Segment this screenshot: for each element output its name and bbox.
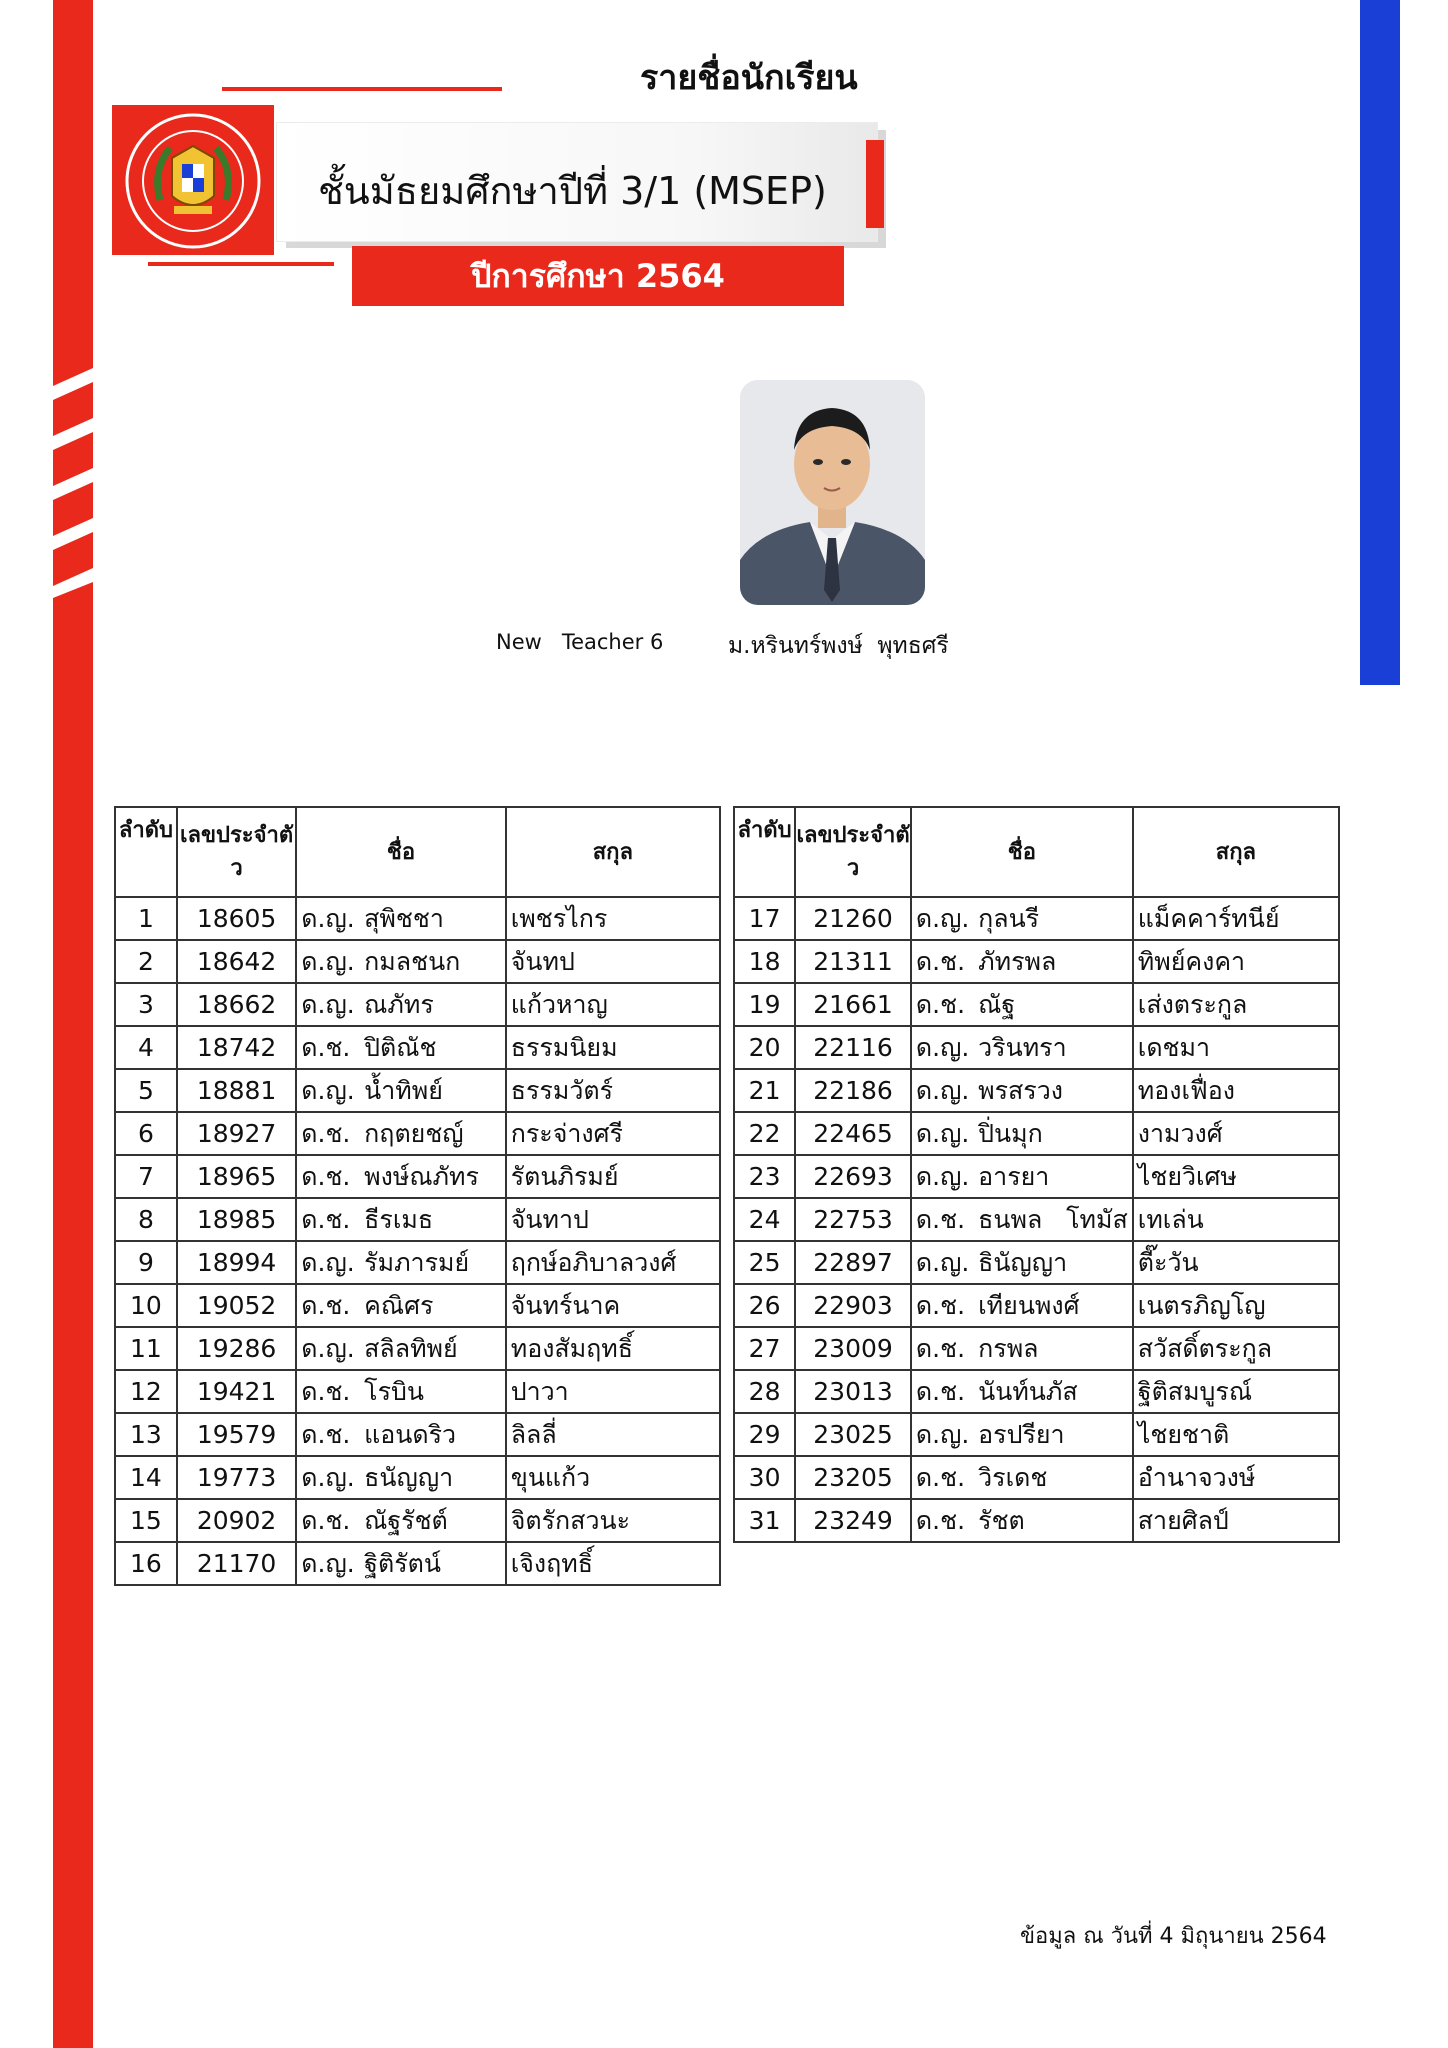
table-row — [734, 1198, 1339, 1241]
student-no: 25 — [734, 1241, 795, 1284]
student-id: 23025 — [795, 1413, 911, 1456]
student-id: 22116 — [795, 1026, 911, 1069]
student-prefix: ด.ญ. — [296, 1327, 360, 1370]
student-prefix: ด.ญ. — [911, 1413, 974, 1456]
student-last-name: เดชมา — [1133, 1026, 1339, 1069]
student-last-name: จันทาป — [506, 1198, 720, 1241]
student-last-name: สายศิลป์ — [1133, 1499, 1339, 1542]
student-prefix: ด.ช. — [911, 1499, 974, 1542]
student-prefix: ด.ญ. — [911, 1069, 974, 1112]
table-row — [115, 1026, 720, 1069]
student-last-name: แก้วหาญ — [506, 983, 720, 1026]
student-first-name: กรพล — [974, 1327, 1133, 1370]
year-overline-decoration — [148, 262, 334, 266]
student-prefix: ด.ช. — [296, 1026, 360, 1069]
student-no: 30 — [734, 1456, 795, 1499]
table-row — [734, 983, 1339, 1026]
student-last-name: ขุนแก้ว — [506, 1456, 720, 1499]
student-last-name: เนตรภิญโญ — [1133, 1284, 1339, 1327]
student-id: 23205 — [795, 1456, 911, 1499]
page-title: รายชื่อนักเรียน — [640, 58, 858, 98]
student-prefix: ด.ญ. — [911, 1241, 974, 1284]
student-id: 22753 — [795, 1198, 911, 1241]
table-row — [115, 1241, 720, 1284]
teacher-photo — [740, 380, 925, 605]
student-id: 18742 — [177, 1026, 296, 1069]
teacher-name: ม.หรินทร์พงษ์ พุทธศรี — [728, 633, 949, 659]
table-row — [734, 940, 1339, 983]
header-last-name: สกุล — [506, 807, 720, 897]
student-first-name: วรินทรา — [974, 1026, 1133, 1069]
table-row — [734, 1069, 1339, 1112]
table-row — [115, 1155, 720, 1198]
student-last-name: ธรรมนิยม — [506, 1026, 720, 1069]
table-row — [734, 1327, 1339, 1370]
student-no: 29 — [734, 1413, 795, 1456]
student-last-name: แม็คคาร์ทนีย์ — [1133, 897, 1339, 940]
student-no: 13 — [115, 1413, 177, 1456]
student-id: 18881 — [177, 1069, 296, 1112]
student-first-name: เทียนพงศ์ — [974, 1284, 1133, 1327]
student-last-name: อำนาจวงษ์ — [1133, 1456, 1339, 1499]
student-first-name: กฤตยชญ์ — [360, 1112, 506, 1155]
student-no: 28 — [734, 1370, 795, 1413]
table-row — [115, 983, 720, 1026]
student-id: 22186 — [795, 1069, 911, 1112]
table-row — [734, 1499, 1339, 1542]
student-prefix: ด.ช. — [296, 1499, 360, 1542]
header-first-name: ชื่อ — [296, 807, 505, 897]
left-accent-bar — [53, 0, 93, 2048]
header-no: ลำดับ — [115, 807, 177, 897]
header-student-id: เลขประจำตัว — [177, 807, 296, 897]
student-id: 22465 — [795, 1112, 911, 1155]
student-no: 6 — [115, 1112, 177, 1155]
student-prefix: ด.ช. — [911, 1456, 974, 1499]
student-last-name: ลิลลี่ — [506, 1413, 720, 1456]
student-prefix: ด.ช. — [911, 940, 974, 983]
left-stripe-pattern — [53, 368, 93, 598]
student-last-name: จันทร์นาค — [506, 1284, 720, 1327]
student-id: 21311 — [795, 940, 911, 983]
class-band-red-edge — [866, 140, 884, 228]
student-first-name: พงษ์ณภัทร — [360, 1155, 506, 1198]
student-prefix: ด.ญ. — [911, 1112, 974, 1155]
student-first-name: ณัฐรัชต์ — [360, 1499, 506, 1542]
student-no: 18 — [734, 940, 795, 983]
student-first-name: วิรเดช — [974, 1456, 1133, 1499]
table-row — [734, 897, 1339, 940]
data-as-of-note: ข้อมูล ณ วันที่ 4 มิถุนายน 2564 — [1020, 1924, 1327, 1949]
student-last-name: ไชยวิเศษ — [1133, 1155, 1339, 1198]
student-id: 18642 — [177, 940, 296, 983]
table-row — [115, 1327, 720, 1370]
table-row — [734, 1155, 1339, 1198]
student-first-name: ภัทรพล — [974, 940, 1133, 983]
student-last-name: ทิพย์คงคา — [1133, 940, 1339, 983]
table-row — [734, 1112, 1339, 1155]
student-no: 4 — [115, 1026, 177, 1069]
table-row — [115, 1112, 720, 1155]
header-last-name: สกุล — [1133, 807, 1339, 897]
student-prefix: ด.ช. — [296, 1284, 360, 1327]
student-no: 2 — [115, 940, 177, 983]
student-last-name: เส่งตระกูล — [1133, 983, 1339, 1026]
student-last-name: เพชรไกร — [506, 897, 720, 940]
student-last-name: ทองเฟื่อง — [1133, 1069, 1339, 1112]
student-first-name: รัมภารมย์ — [360, 1241, 506, 1284]
student-no: 27 — [734, 1327, 795, 1370]
student-id: 18965 — [177, 1155, 296, 1198]
table-header-row — [115, 807, 720, 897]
student-no: 3 — [115, 983, 177, 1026]
student-last-name: ธรรมวัตร์ — [506, 1069, 720, 1112]
student-prefix: ด.ช. — [911, 1284, 974, 1327]
student-prefix: ด.ญ. — [296, 940, 360, 983]
student-id: 19421 — [177, 1370, 296, 1413]
header-no: ลำดับ — [734, 807, 795, 897]
student-last-name: ฐิติสมบูรณ์ — [1133, 1370, 1339, 1413]
student-first-name: ธนัญญา — [360, 1456, 506, 1499]
student-no: 21 — [734, 1069, 795, 1112]
student-prefix: ด.ช. — [296, 1370, 360, 1413]
header-student-id: เลขประจำตัว — [795, 807, 911, 897]
student-id: 21170 — [177, 1542, 296, 1585]
student-first-name: ปิ่นมุก — [974, 1112, 1133, 1155]
student-no: 1 — [115, 897, 177, 940]
student-no: 31 — [734, 1499, 795, 1542]
student-prefix: ด.ช. — [296, 1155, 360, 1198]
student-id: 19052 — [177, 1284, 296, 1327]
student-id: 19579 — [177, 1413, 296, 1456]
student-prefix: ด.ช. — [911, 1327, 974, 1370]
student-last-name: ตี๊ะวัน — [1133, 1241, 1339, 1284]
table-row — [734, 1026, 1339, 1069]
academic-year: ปีการศึกษา 2564 — [471, 256, 725, 295]
student-first-name: นันท์นภัส — [974, 1370, 1133, 1413]
student-no: 20 — [734, 1026, 795, 1069]
student-last-name: รัตนภิรมย์ — [506, 1155, 720, 1198]
student-first-name: ธีรเมธ — [360, 1198, 506, 1241]
student-first-name: อรปรียา — [974, 1413, 1133, 1456]
student-no: 7 — [115, 1155, 177, 1198]
teacher-label: New Teacher 6 — [496, 630, 664, 654]
table-row — [115, 1069, 720, 1112]
student-id: 21260 — [795, 897, 911, 940]
student-first-name: รัชต — [974, 1499, 1133, 1542]
student-id: 18662 — [177, 983, 296, 1026]
student-no: 19 — [734, 983, 795, 1026]
title-underline-decoration — [222, 87, 502, 91]
student-no: 16 — [115, 1542, 177, 1585]
school-seal-icon — [122, 110, 264, 252]
student-rows-left — [115, 897, 720, 1585]
student-first-name: โรบิน — [360, 1370, 506, 1413]
student-prefix: ด.ช. — [911, 1198, 974, 1241]
table-row — [115, 1456, 720, 1499]
student-first-name: กมลชนก — [360, 940, 506, 983]
student-prefix: ด.ญ. — [911, 1155, 974, 1198]
student-id: 23009 — [795, 1327, 911, 1370]
student-last-name: กระจ่างศรี — [506, 1112, 720, 1155]
student-prefix: ด.ญ. — [296, 1069, 360, 1112]
student-no: 12 — [115, 1370, 177, 1413]
student-no: 15 — [115, 1499, 177, 1542]
student-first-name: ธนพล โทมัส — [974, 1198, 1133, 1241]
student-no: 9 — [115, 1241, 177, 1284]
student-rows-right — [734, 897, 1339, 1542]
student-last-name: เจิงฤทธิ์ — [506, 1542, 720, 1585]
student-first-name: สลิลทิพย์ — [360, 1327, 506, 1370]
student-last-name: จิตรักสวนะ — [506, 1499, 720, 1542]
student-first-name: คณิศร — [360, 1284, 506, 1327]
student-id: 19773 — [177, 1456, 296, 1499]
table-row — [115, 1370, 720, 1413]
student-id: 19286 — [177, 1327, 296, 1370]
student-no: 8 — [115, 1198, 177, 1241]
student-first-name: พรสรวง — [974, 1069, 1133, 1112]
student-first-name: ณภัทร — [360, 983, 506, 1026]
student-last-name: ปาวา — [506, 1370, 720, 1413]
student-last-name: ทองสัมฤทธิ์ — [506, 1327, 720, 1370]
table-row — [734, 1241, 1339, 1284]
table-row — [115, 940, 720, 983]
student-no: 26 — [734, 1284, 795, 1327]
student-prefix: ด.ช. — [911, 1370, 974, 1413]
student-no: 14 — [115, 1456, 177, 1499]
student-last-name: ไชยชาติ — [1133, 1413, 1339, 1456]
student-prefix: ด.ช. — [296, 1413, 360, 1456]
table-row — [734, 1284, 1339, 1327]
table-row — [115, 1413, 720, 1456]
student-id: 22903 — [795, 1284, 911, 1327]
table-row — [115, 1198, 720, 1241]
student-id: 20902 — [177, 1499, 296, 1542]
student-no: 23 — [734, 1155, 795, 1198]
student-first-name: อารยา — [974, 1155, 1133, 1198]
student-no: 11 — [115, 1327, 177, 1370]
table-header-row — [734, 807, 1339, 897]
table-row — [115, 1499, 720, 1542]
student-prefix: ด.ญ. — [296, 897, 360, 940]
student-last-name: งามวงศ์ — [1133, 1112, 1339, 1155]
student-last-name: ฤกษ์อภิบาลวงศ์ — [506, 1241, 720, 1284]
student-first-name: ธินัญญา — [974, 1241, 1133, 1284]
student-id: 23013 — [795, 1370, 911, 1413]
header-first-name: ชื่อ — [911, 807, 1133, 897]
table-row — [734, 1456, 1339, 1499]
table-row — [734, 1370, 1339, 1413]
student-prefix: ด.ช. — [296, 1112, 360, 1155]
student-no: 17 — [734, 897, 795, 940]
student-prefix: ด.ช. — [911, 983, 974, 1026]
student-no: 24 — [734, 1198, 795, 1241]
student-no: 10 — [115, 1284, 177, 1327]
student-no: 5 — [115, 1069, 177, 1112]
student-first-name: กุลนรี — [974, 897, 1133, 940]
student-first-name: ฐิติรัตน์ — [360, 1542, 506, 1585]
student-first-name: ปิติณัช — [360, 1026, 506, 1069]
right-accent-bar — [1360, 0, 1400, 685]
table-row — [115, 1284, 720, 1327]
academic-year-banner — [352, 246, 844, 306]
student-no: 22 — [734, 1112, 795, 1155]
student-prefix: ด.ญ. — [911, 1026, 974, 1069]
student-first-name: ณัฐ — [974, 983, 1133, 1026]
student-last-name: จันทป — [506, 940, 720, 983]
student-prefix: ด.ญ. — [296, 1241, 360, 1284]
student-id: 23249 — [795, 1499, 911, 1542]
student-prefix: ด.ญ. — [911, 897, 974, 940]
student-id: 22897 — [795, 1241, 911, 1284]
student-prefix: ด.ญ. — [296, 1456, 360, 1499]
student-id: 21661 — [795, 983, 911, 1026]
student-id: 18994 — [177, 1241, 296, 1284]
class-name: ชั้นมัธยมศึกษาปีที่ 3/1 (MSEP) — [318, 169, 827, 213]
student-id: 18605 — [177, 897, 296, 940]
student-table-left — [114, 806, 721, 1586]
student-first-name: น้ำทิพย์ — [360, 1069, 506, 1112]
student-last-name: สวัสดิ์ตระกูล — [1133, 1327, 1339, 1370]
student-id: 18927 — [177, 1112, 296, 1155]
table-row — [734, 1413, 1339, 1456]
student-id: 22693 — [795, 1155, 911, 1198]
student-last-name: เทเล่น — [1133, 1198, 1339, 1241]
student-prefix: ด.ญ. — [296, 1542, 360, 1585]
student-first-name: แอนดริว — [360, 1413, 506, 1456]
student-table-right — [733, 806, 1340, 1543]
student-first-name: สุพิชชา — [360, 897, 506, 940]
student-id: 18985 — [177, 1198, 296, 1241]
student-prefix: ด.ญ. — [296, 983, 360, 1026]
table-row — [115, 1542, 720, 1585]
school-logo — [112, 105, 274, 255]
table-row — [115, 897, 720, 940]
student-prefix: ด.ช. — [296, 1198, 360, 1241]
